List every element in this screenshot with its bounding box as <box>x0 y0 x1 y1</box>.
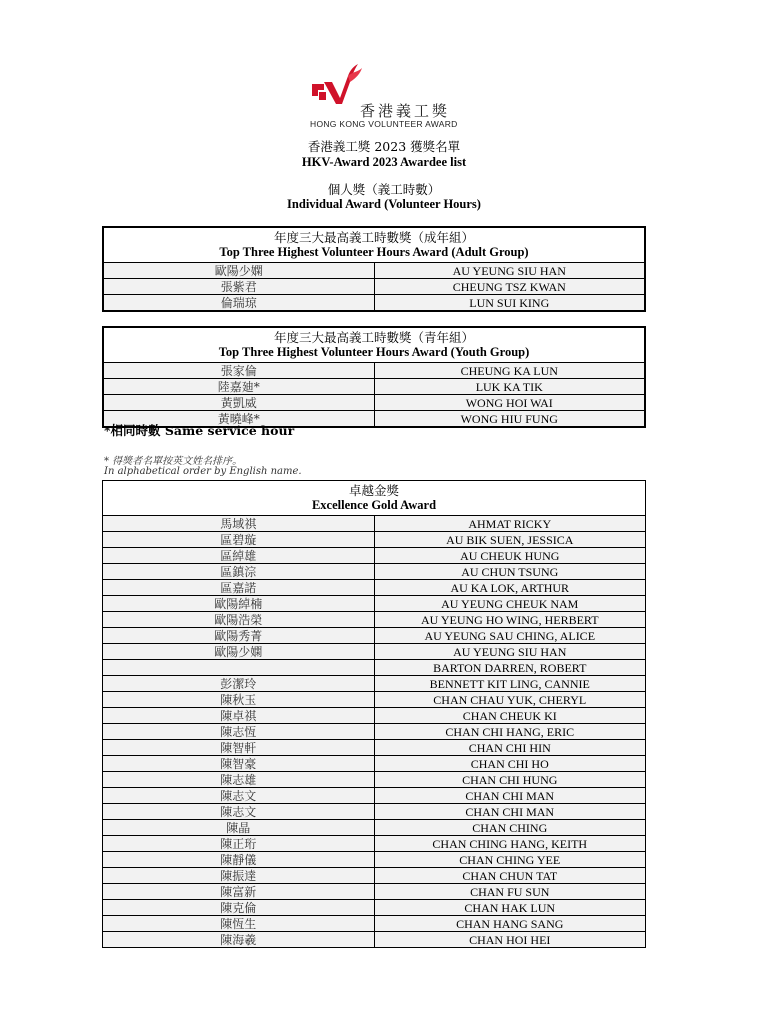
table-row <box>103 295 645 312</box>
english-name-cell: AU YEUNG HO WING, HERBERT <box>374 612 646 628</box>
english-name-cell: CHAN CHI HIN <box>374 740 646 756</box>
chinese-name-cell: 黃曉峰* <box>103 411 374 428</box>
table-row <box>103 836 646 852</box>
table-row <box>103 564 646 580</box>
english-name-cell: CHAN HANG SANG <box>374 916 646 932</box>
english-name-cell: AU YEUNG SAU CHING, ALICE <box>374 628 646 644</box>
english-name-cell: AU YEUNG SIU HAN <box>374 644 646 660</box>
youth-header-cell <box>103 327 645 363</box>
table-row <box>103 900 646 916</box>
english-name-cell: WONG HIU FUNG <box>374 411 645 428</box>
chinese-name-cell: 陳秋玉 <box>103 692 375 708</box>
table-row <box>103 263 645 279</box>
chinese-name-cell: 陳志雄 <box>103 772 375 788</box>
english-name-cell: AU YEUNG CHEUK NAM <box>374 596 646 612</box>
chinese-name-cell: 馬域祺 <box>103 516 375 532</box>
document-title-cn: 香港義工獎 2023 獲獎名單 <box>307 139 461 154</box>
hk-volunteer-award-logo <box>306 62 466 132</box>
english-name-cell: CHAN CHING HANG, KEITH <box>374 836 646 852</box>
table-row <box>103 932 646 948</box>
chinese-name-cell: 倫瑞琼 <box>103 295 374 312</box>
english-name-cell: CHAN HAK LUN <box>374 900 646 916</box>
gold-header-cell <box>103 481 646 516</box>
english-name-cell: CHAN CHEUK KI <box>374 708 646 724</box>
chinese-name-cell: 歐陽少嫻 <box>103 644 375 660</box>
chinese-name-cell: 陸嘉廸* <box>103 379 374 395</box>
english-name-cell: LUN SUI KING <box>374 295 645 312</box>
table-row <box>103 532 646 548</box>
table-row <box>103 724 646 740</box>
chinese-name-cell: 陳智軒 <box>103 740 375 756</box>
table-row <box>103 596 646 612</box>
chinese-name-cell: 陳振達 <box>103 868 375 884</box>
same-hour-note: *相同時數 Same service hour <box>104 423 295 438</box>
table-row <box>103 279 645 295</box>
english-name-cell: LUK KA TIK <box>374 379 645 395</box>
table-row <box>103 756 646 772</box>
chinese-name-cell: 陳靜儀 <box>103 852 375 868</box>
section-title-cn: 個人獎（義工時數） <box>327 182 441 197</box>
english-name-cell: AU CHUN TSUNG <box>374 564 646 580</box>
chinese-name-cell: 歐陽少嫻 <box>103 263 374 279</box>
table-row <box>103 884 646 900</box>
table-row <box>103 852 646 868</box>
english-name-cell: AU BIK SUEN, JESSICA <box>374 532 646 548</box>
table-header <box>103 481 646 516</box>
table-row <box>103 692 646 708</box>
chinese-name-cell: 歐陽浩榮 <box>103 612 375 628</box>
adult-header-cn: 年度三大最高義工時數獎（成年組） <box>273 230 474 245</box>
table-row <box>103 804 646 820</box>
chinese-name-cell: 陳晶 <box>103 820 375 836</box>
table-row <box>103 644 646 660</box>
english-name-cell: AU CHEUK HUNG <box>374 548 646 564</box>
youth-header-en: Top Three Highest Volunteer Hours Award (Youth Group) <box>218 345 530 359</box>
table-row <box>103 676 646 692</box>
chinese-name-cell: 黃凱威 <box>103 395 374 411</box>
chinese-name-cell: 陳克倫 <box>103 900 375 916</box>
english-name-cell: CHAN CHAU YUK, CHERYL <box>374 692 646 708</box>
english-name-cell: AU YEUNG SIU HAN <box>374 263 645 279</box>
table-row <box>103 772 646 788</box>
chinese-name-cell: 陳志文 <box>103 788 375 804</box>
section-title-en: Individual Award (Volunteer Hours) <box>287 197 481 211</box>
table-row <box>103 788 646 804</box>
english-name-cell: CHEUNG TSZ KWAN <box>374 279 645 295</box>
adult-group-table <box>102 226 646 312</box>
chinese-name-cell: 歐陽綽楠 <box>103 596 375 612</box>
table-row <box>103 740 646 756</box>
english-name-cell: CHAN HOI HEI <box>374 932 646 948</box>
chinese-name-cell: 歐陽秀菁 <box>103 628 375 644</box>
english-name-cell: CHAN CHING YEE <box>374 852 646 868</box>
english-name-cell: CHAN CHI MAN <box>374 788 646 804</box>
youth-group-table <box>102 326 646 428</box>
table-row <box>103 916 646 932</box>
table-row <box>103 548 646 564</box>
logo-chinese-text: 香港義工獎 <box>360 102 451 120</box>
document-title-en: HKV-Award 2023 Awardee list <box>301 155 467 169</box>
english-name-cell: CHAN CHUN TAT <box>374 868 646 884</box>
table-row <box>103 628 646 644</box>
table-header <box>103 327 645 363</box>
chinese-name-cell: 陳卓祺 <box>103 708 375 724</box>
chinese-name-cell: 陳恆生 <box>103 916 375 932</box>
chinese-name-cell: 張家倫 <box>103 363 374 379</box>
chinese-name-cell: 陳智豪 <box>103 756 375 772</box>
english-name-cell: CHEUNG KA LUN <box>374 363 645 379</box>
chinese-name-cell: 陳海羲 <box>103 932 375 948</box>
table-row <box>103 580 646 596</box>
chinese-name-cell: 張紫君 <box>103 279 374 295</box>
order-note-cn: * 得獎者名單按英文姓名排序。 <box>104 456 243 467</box>
table-row <box>103 363 645 379</box>
chinese-name-cell: 陳志文 <box>103 804 375 820</box>
gold-header-en: Excellence Gold Award <box>311 498 437 512</box>
english-name-cell: CHAN CHI MAN <box>374 804 646 820</box>
chinese-name-cell: 區鎮淙 <box>103 564 375 580</box>
excellence-gold-table <box>102 480 646 948</box>
table-row <box>103 612 646 628</box>
adult-header-cell <box>103 227 645 263</box>
chinese-name-cell: 陳富新 <box>103 884 375 900</box>
english-name-cell: CHAN CHI HANG, ERIC <box>374 724 646 740</box>
table-row <box>103 660 646 676</box>
logo-english-text: HONG KONG VOLUNTEER AWARD <box>310 119 458 129</box>
english-name-cell: AHMAT RICKY <box>374 516 646 532</box>
english-name-cell: CHAN FU SUN <box>374 884 646 900</box>
chinese-name-cell: 彭潔玲 <box>103 676 375 692</box>
english-name-cell: CHAN CHI HUNG <box>374 772 646 788</box>
chinese-name-cell: 區碧璇 <box>103 532 375 548</box>
table-row <box>103 395 645 411</box>
youth-header-cn: 年度三大最高義工時數獎（青年組） <box>273 330 474 345</box>
table-row <box>103 379 645 395</box>
chinese-name-cell <box>103 660 375 676</box>
gold-header-cn: 卓越金獎 <box>348 483 399 498</box>
table-row <box>103 708 646 724</box>
order-note-en: In alphabetical order by English name. <box>104 466 302 477</box>
adult-header-en: Top Three Highest Volunteer Hours Award (Adult Group) <box>219 245 529 259</box>
english-name-cell: CHAN CHI HO <box>374 756 646 772</box>
english-name-cell: WONG HOI WAI <box>374 395 645 411</box>
english-name-cell: CHAN CHING <box>374 820 646 836</box>
english-name-cell: AU KA LOK, ARTHUR <box>374 580 646 596</box>
table-row <box>103 516 646 532</box>
english-name-cell: BENNETT KIT LING, CANNIE <box>374 676 646 692</box>
chinese-name-cell: 區嘉諾 <box>103 580 375 596</box>
chinese-name-cell: 陳正珩 <box>103 836 375 852</box>
chinese-name-cell: 陳志恆 <box>103 724 375 740</box>
table-header <box>103 227 645 263</box>
english-name-cell: BARTON DARREN, ROBERT <box>374 660 646 676</box>
table-row <box>103 820 646 836</box>
table-row <box>103 868 646 884</box>
chinese-name-cell: 區綽雄 <box>103 548 375 564</box>
